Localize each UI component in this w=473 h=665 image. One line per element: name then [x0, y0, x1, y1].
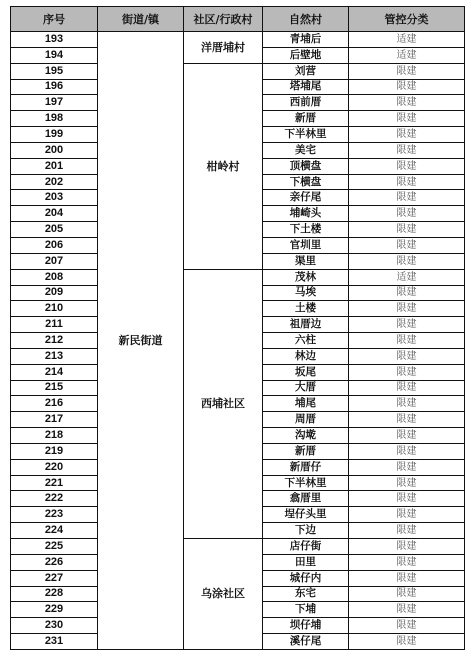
- cell-category: 限建: [349, 396, 465, 412]
- cell-category: 限建: [349, 95, 465, 111]
- cell-community: 洋厝埔村: [184, 32, 263, 64]
- table-row: [11, 63, 465, 79]
- cell-seq: 217: [11, 412, 98, 428]
- cell-village: 塔埔尾: [263, 79, 349, 95]
- cell-seq: 207: [11, 253, 98, 269]
- cell-category: 限建: [349, 428, 465, 444]
- cell-category: 限建: [349, 443, 465, 459]
- cell-category: 限建: [349, 237, 465, 253]
- table-row: [11, 269, 465, 285]
- header-seq: 序号: [11, 7, 98, 32]
- cell-village: 西前厝: [263, 95, 349, 111]
- cell-village: 顶横盘: [263, 158, 349, 174]
- cell-category: 限建: [349, 412, 465, 428]
- cell-seq: 201: [11, 158, 98, 174]
- cell-village: 下土楼: [263, 222, 349, 238]
- cell-category: 限建: [349, 253, 465, 269]
- cell-community: 柑岭村: [184, 63, 263, 269]
- cell-category: 限建: [349, 348, 465, 364]
- cell-community: 西埔社区: [184, 269, 263, 538]
- cell-category: 限建: [349, 222, 465, 238]
- header-community: 社区/行政村: [184, 7, 263, 32]
- cell-seq: 227: [11, 570, 98, 586]
- cell-village: 下横盘: [263, 174, 349, 190]
- cell-village: 田里: [263, 554, 349, 570]
- table-row: [11, 539, 465, 555]
- cell-village: 青埔后: [263, 32, 349, 48]
- cell-seq: 194: [11, 47, 98, 63]
- cell-seq: 206: [11, 237, 98, 253]
- cell-seq: 203: [11, 190, 98, 206]
- cell-village: 新厝: [263, 111, 349, 127]
- cell-seq: 208: [11, 269, 98, 285]
- cell-seq: 210: [11, 301, 98, 317]
- cell-village: 埕仔头里: [263, 507, 349, 523]
- cell-village: 下埔: [263, 602, 349, 618]
- cell-village: 周厝: [263, 412, 349, 428]
- cell-category: 限建: [349, 475, 465, 491]
- cell-community: 乌涂社区: [184, 539, 263, 650]
- cell-seq: 198: [11, 111, 98, 127]
- cell-village: 下半林里: [263, 475, 349, 491]
- cell-village: 坝仔埔: [263, 618, 349, 634]
- cell-category: 限建: [349, 554, 465, 570]
- cell-seq: 225: [11, 539, 98, 555]
- cell-seq: 228: [11, 586, 98, 602]
- cell-village: 美宅: [263, 142, 349, 158]
- cell-category: 限建: [349, 127, 465, 143]
- cell-seq: 215: [11, 380, 98, 396]
- cell-category: 限建: [349, 79, 465, 95]
- cell-category: 限建: [349, 190, 465, 206]
- cell-seq: 222: [11, 491, 98, 507]
- cell-seq: 229: [11, 602, 98, 618]
- cell-category: 限建: [349, 523, 465, 539]
- cell-seq: 209: [11, 285, 98, 301]
- document-page: [10, 6, 464, 656]
- cell-category: 限建: [349, 364, 465, 380]
- cell-category: 限建: [349, 507, 465, 523]
- cell-seq: 231: [11, 634, 98, 650]
- cell-village: 茂林: [263, 269, 349, 285]
- cell-village: 埔尾: [263, 396, 349, 412]
- cell-village: 沟墘: [263, 428, 349, 444]
- cell-seq: 213: [11, 348, 98, 364]
- cell-village: 亲仔尾: [263, 190, 349, 206]
- cell-village: 官圳里: [263, 237, 349, 253]
- cell-seq: 230: [11, 618, 98, 634]
- cell-village: 下半林里: [263, 127, 349, 143]
- header-category: 管控分类: [349, 7, 465, 32]
- cell-category: 限建: [349, 301, 465, 317]
- cell-seq: 216: [11, 396, 98, 412]
- cell-village: 新厝: [263, 443, 349, 459]
- cell-village: 翕厝里: [263, 491, 349, 507]
- cell-category: 适建: [349, 269, 465, 285]
- cell-category: 限建: [349, 380, 465, 396]
- cell-seq: 200: [11, 142, 98, 158]
- cell-category: 限建: [349, 459, 465, 475]
- cell-seq: 220: [11, 459, 98, 475]
- cell-seq: 205: [11, 222, 98, 238]
- cell-street: 新民街道: [98, 32, 184, 650]
- cell-seq: 199: [11, 127, 98, 143]
- cell-village: 渠里: [263, 253, 349, 269]
- cell-village: 后壁地: [263, 47, 349, 63]
- cell-village: 土楼: [263, 301, 349, 317]
- cell-category: 限建: [349, 586, 465, 602]
- cell-category: 限建: [349, 285, 465, 301]
- cell-category: 限建: [349, 317, 465, 333]
- cell-seq: 196: [11, 79, 98, 95]
- cell-category: 限建: [349, 539, 465, 555]
- cell-village: 下边: [263, 523, 349, 539]
- header-street: 街道/镇: [98, 7, 184, 32]
- cell-seq: 218: [11, 428, 98, 444]
- cell-category: 限建: [349, 206, 465, 222]
- cell-seq: 223: [11, 507, 98, 523]
- cell-seq: 221: [11, 475, 98, 491]
- cell-seq: 214: [11, 364, 98, 380]
- cell-category: 限建: [349, 618, 465, 634]
- cell-village: 坂尾: [263, 364, 349, 380]
- header-village: 自然村: [263, 7, 349, 32]
- village-control-table: [10, 6, 465, 650]
- cell-seq: 195: [11, 63, 98, 79]
- cell-village: 溪仔尾: [263, 634, 349, 650]
- cell-seq: 224: [11, 523, 98, 539]
- cell-category: 限建: [349, 602, 465, 618]
- table-row: [11, 32, 465, 48]
- cell-seq: 204: [11, 206, 98, 222]
- cell-category: 限建: [349, 174, 465, 190]
- cell-seq: 212: [11, 333, 98, 349]
- cell-village: 刘营: [263, 63, 349, 79]
- cell-village: 埔崎头: [263, 206, 349, 222]
- cell-village: 东宅: [263, 586, 349, 602]
- table-header-row: [11, 7, 465, 32]
- cell-village: 林边: [263, 348, 349, 364]
- cell-village: 马埃: [263, 285, 349, 301]
- cell-category: 限建: [349, 333, 465, 349]
- cell-village: 祖厝边: [263, 317, 349, 333]
- cell-category: 限建: [349, 634, 465, 650]
- cell-category: 限建: [349, 158, 465, 174]
- cell-village: 店仔街: [263, 539, 349, 555]
- cell-seq: 219: [11, 443, 98, 459]
- cell-village: 新厝仔: [263, 459, 349, 475]
- cell-category: 适建: [349, 47, 465, 63]
- cell-seq: 193: [11, 32, 98, 48]
- cell-category: 限建: [349, 491, 465, 507]
- cell-category: 限建: [349, 111, 465, 127]
- cell-category: 限建: [349, 570, 465, 586]
- cell-village: 大厝: [263, 380, 349, 396]
- cell-seq: 211: [11, 317, 98, 333]
- cell-category: 适建: [349, 32, 465, 48]
- cell-seq: 226: [11, 554, 98, 570]
- table-body: [11, 32, 465, 650]
- cell-category: 限建: [349, 63, 465, 79]
- cell-village: 六柱: [263, 333, 349, 349]
- cell-village: 城仔内: [263, 570, 349, 586]
- cell-seq: 197: [11, 95, 98, 111]
- cell-category: 限建: [349, 142, 465, 158]
- cell-seq: 202: [11, 174, 98, 190]
